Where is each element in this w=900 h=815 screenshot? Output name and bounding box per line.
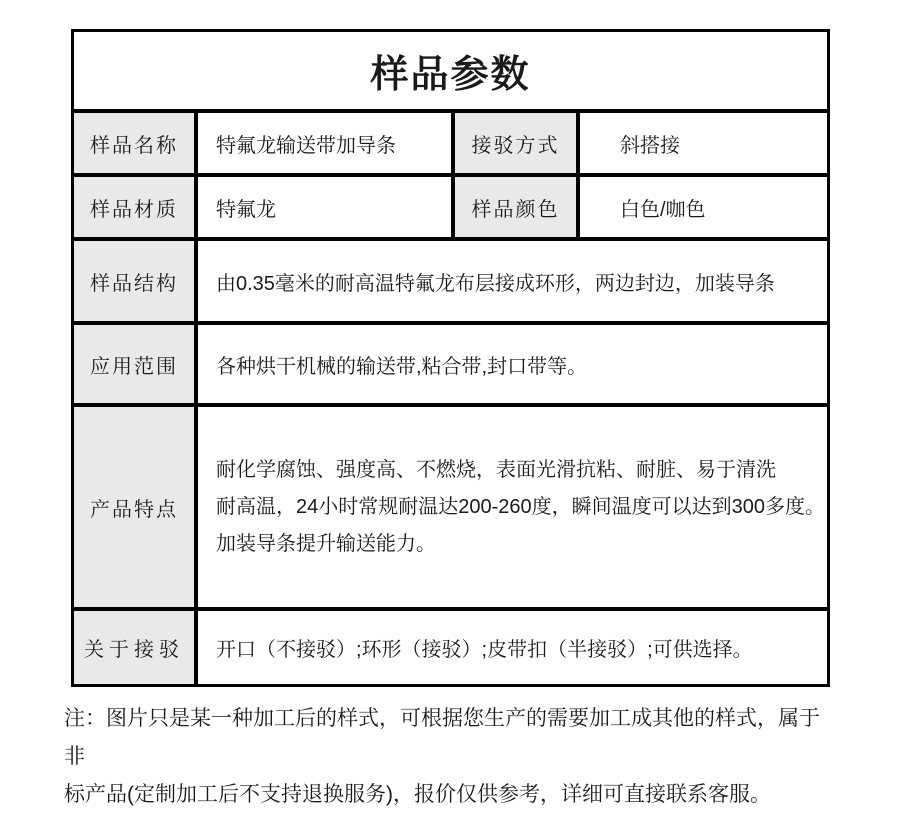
spec-label-application-scope: 应用范围 xyxy=(74,325,194,403)
footer-note-line-2: 标产品(定制加工后不支持退换服务)，报价仅供参考，详细可直接联系客服。 xyxy=(64,783,771,806)
footer-note-line-1: 注：图片只是某一种加工后的样式，可根据您生产的需要加工成其他的样式，属于非 xyxy=(64,707,820,768)
spec-value-sample-color: 白色/咖色 xyxy=(580,177,827,237)
footer-note xyxy=(64,700,824,814)
spec-value-application-scope: 各种烘干机械的输送带,粘合带,封口带等。 xyxy=(198,325,827,403)
spec-label-splice-method: 接驳方式 xyxy=(455,113,576,173)
product-features-line-3: 加装导条提升输送能力。 xyxy=(216,532,436,555)
spec-value-about-splicing: 开口（不接驳）;环形（接驳）;皮带扣（半接驳）;可供选择。 xyxy=(198,611,827,684)
spec-value-sample-structure: 由0.35毫米的耐高温特氟龙布层接成环形，两边封边，加装导条 xyxy=(198,241,827,321)
spec-label-sample-color: 样品颜色 xyxy=(455,177,576,237)
spec-label-sample-name: 样品名称 xyxy=(74,113,194,173)
table-title: 样品参数 xyxy=(74,32,827,109)
spec-value-sample-name: 特氟龙输送带加导条 xyxy=(198,113,451,173)
spec-value-sample-material: 特氟龙 xyxy=(198,177,451,237)
spec-label-sample-material: 样品材质 xyxy=(74,177,194,237)
spec-label-product-features: 产品特点 xyxy=(74,407,194,607)
product-features-line-1: 耐化学腐蚀、强度高、不燃烧，表面光滑抗粘、耐脏、易于清洗 xyxy=(216,458,776,481)
spec-label-sample-structure: 样品结构 xyxy=(74,241,194,321)
product-features-line-2: 耐高温，24小时常规耐温达200-260度，瞬间温度可以达到300多度。 xyxy=(216,495,826,518)
spec-table xyxy=(71,29,830,687)
spec-value-splice-method: 斜搭接 xyxy=(580,113,827,173)
spec-value-product-features xyxy=(198,407,827,607)
spec-label-about-splicing: 关于接驳 xyxy=(74,611,194,684)
